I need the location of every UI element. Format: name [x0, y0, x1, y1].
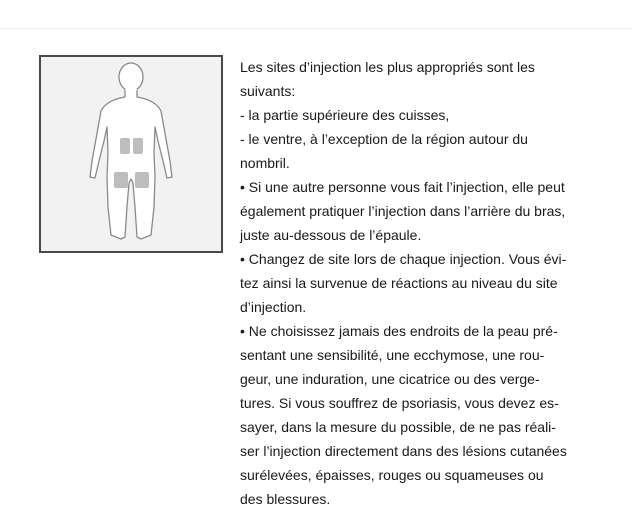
injection-instructions — [240, 55, 600, 511]
figure-head — [119, 63, 143, 91]
text-line: d’injection. — [240, 299, 307, 315]
text-line: des blessures. — [240, 491, 331, 507]
text-line: tez ainsi la survenue de réactions au niveau du site — [240, 275, 558, 291]
text-line: surélevées, épaisses, rouges ou squameuses ou — [240, 467, 544, 483]
text-line: - le ventre, à l’exception de la région autour du — [240, 131, 528, 147]
text-line: ser l’injection directement dans des lésions cutanées — [240, 443, 567, 459]
text-line: geur, une induration, une cicatrice ou des verge- — [240, 371, 540, 387]
abdomen-zone-left — [120, 138, 130, 154]
top-divider — [0, 28, 632, 29]
abdomen-zone-right — [133, 138, 143, 154]
text-line: • Changez de site lors de chaque injection. Vous évi- — [240, 251, 567, 267]
text-line: - la partie supérieure des cuisses, — [240, 107, 450, 123]
body-silhouette-icon — [41, 57, 221, 251]
figure-body — [90, 90, 172, 239]
text-line: nombril. — [240, 155, 290, 171]
text-line: juste au-dessous de l’épaule. — [240, 227, 422, 243]
text-line: Les sites d’injection les plus appropriés sont les — [240, 59, 535, 75]
text-line: tures. Si vous souffrez de psoriasis, vous devez es- — [240, 395, 559, 411]
text-line: suivants: — [240, 83, 296, 99]
text-line: également pratiquer l’injection dans l’arrière du bras, — [240, 203, 566, 219]
injection-sites-figure — [39, 55, 223, 253]
text-line: • Si une autre personne vous fait l’injection, elle peut — [240, 179, 565, 195]
thigh-zone-left — [114, 172, 128, 188]
text-line: sayer, dans la mesure du possible, de ne pas réali- — [240, 419, 556, 435]
thigh-zone-right — [135, 172, 149, 188]
text-line: sentant une sensibilité, une ecchymose, une rou- — [240, 347, 545, 363]
text-line: • Ne choisissez jamais des endroits de la peau pré- — [240, 323, 558, 339]
